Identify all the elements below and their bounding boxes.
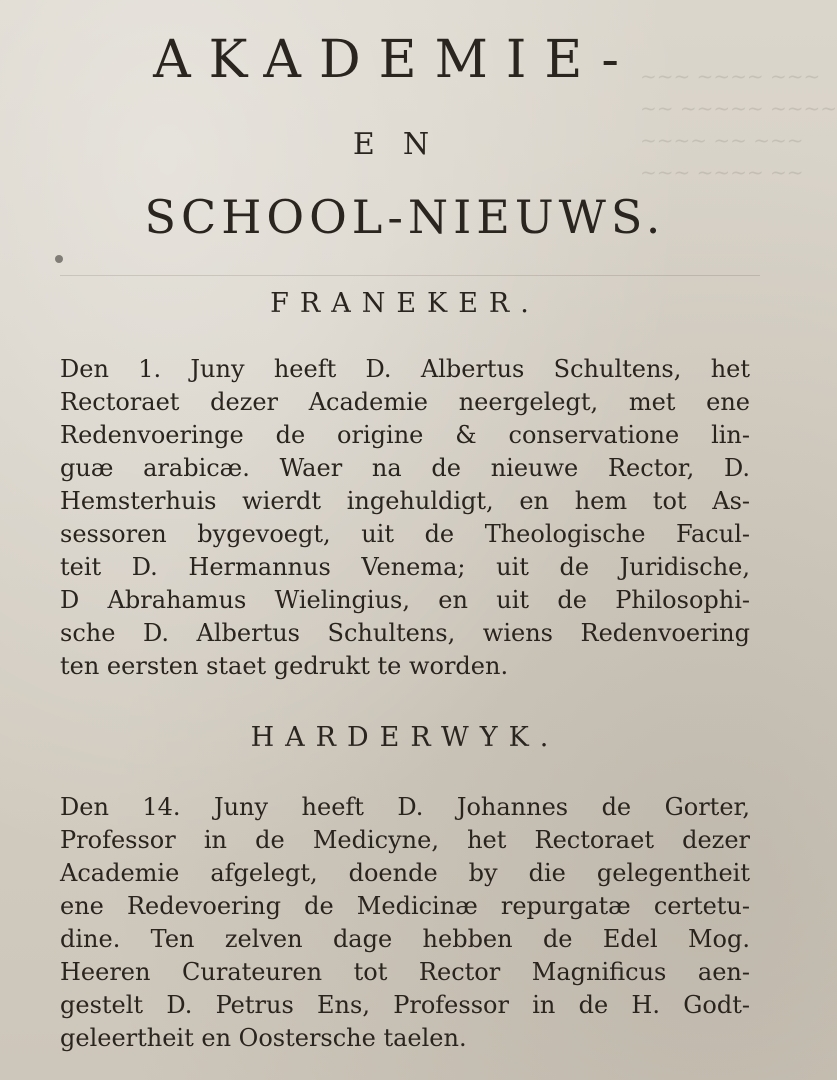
text-line: geleertheit en Oostersche taelen. <box>60 1024 467 1052</box>
paragraph-franeker <box>60 353 750 683</box>
text-line: Den 1. Juny heeft D. Albertus Schultens, het <box>60 355 750 383</box>
text-line: Professor in de Medicyne, het Rectoraet dezer <box>60 826 750 854</box>
title-connector: EN <box>352 127 458 162</box>
page-title: AKADEMIE- <box>153 30 637 90</box>
bleed-through-text: ~~~ ~~~~ ~~~ ~~ ~~~~~ ~~~~ ~~~~ ~~ ~~~ ~~~ ~~~~ ~~ <box>640 64 837 184</box>
text-line: teit D. Hermannus Venema; uit de Juridische, <box>60 553 750 581</box>
section-heading-harderwyk: HARDERWYK. <box>250 722 560 753</box>
text-line: Rectoraet dezer Academie neergelegt, met ene <box>60 388 750 416</box>
page-subtitle: SCHOOL-NIEUWS. <box>144 190 666 244</box>
text-line: sessoren bygevoegt, uit de Theologische Facul- <box>60 520 750 548</box>
paragraph-harderwyk <box>60 791 750 1055</box>
text-line: dine. Ten zelven dage hebben de Edel Mog. <box>60 925 750 953</box>
text-line: Redenvoeringe de origine & conservatione lin- <box>60 421 750 449</box>
ink-spot <box>55 255 63 263</box>
text-line: guæ arabicæ. Waer na de nieuwe Rector, D. <box>60 454 750 482</box>
text-line: D Abrahamus Wielingius, en uit de Philosophi- <box>60 586 750 614</box>
divider <box>60 275 760 276</box>
text-line: ene Redevoering de Medicinæ repurgatæ certetu- <box>60 892 750 920</box>
section-heading-franeker: FRANEKER. <box>270 288 540 319</box>
text-line: Heeren Curateuren tot Rector Magnificus aen- <box>60 958 750 986</box>
text-line: Den 14. Juny heeft D. Johannes de Gorter, <box>60 793 750 821</box>
text-line: ten eersten staet gedrukt te worden. <box>60 652 509 680</box>
text-line: Hemsterhuis wierdt ingehuldigt, en hem tot As- <box>60 487 750 515</box>
text-line: gestelt D. Petrus Ens, Professor in de H. Godt- <box>60 991 750 1019</box>
text-line: Academie afgelegt, doende by die gelegentheit <box>60 859 750 887</box>
text-line: sche D. Albertus Schultens, wiens Redenvoering <box>60 619 750 647</box>
